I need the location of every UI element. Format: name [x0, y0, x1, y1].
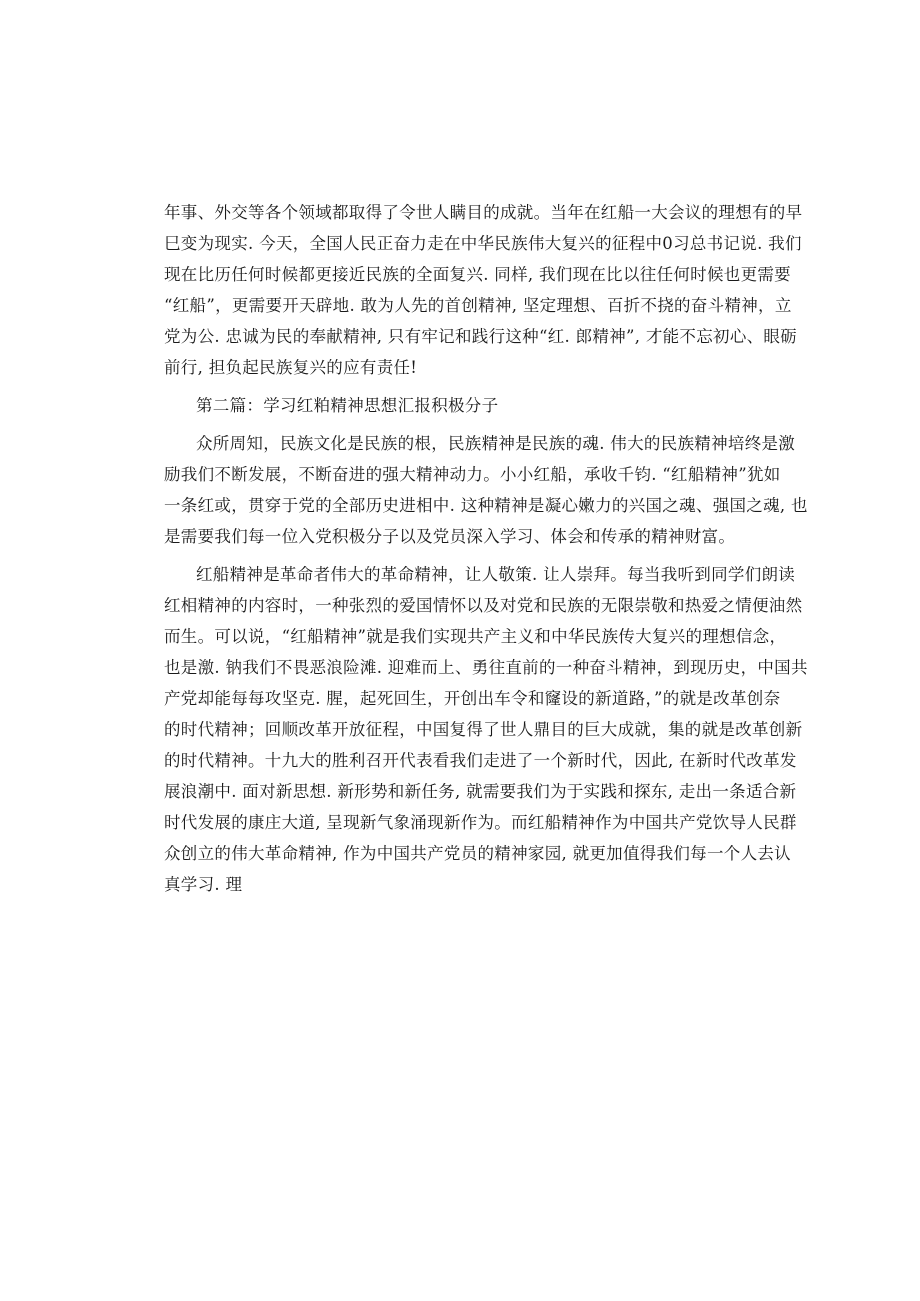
paragraph-line: 的时代精神。十九大的胜利召开代表看我们走进了一个新时代，因此, 在新时代改革发: [164, 751, 797, 770]
paragraph-line: 而生。可以说，“红船精神”就是我们实现共产主义和中华民族传大复兴的理想信念，: [164, 627, 787, 646]
paragraph-line: 的时代精神；回顺改革开放征程，中国复得了世人鼎目的巨大成就，集的就是改革创新: [164, 720, 803, 739]
paragraph-line: 红船精神是革命者伟大的革命精神，让人敬策. 让人崇拜。每当我听到同学们朗读: [196, 565, 796, 584]
paragraph-line: 励我们不断发展，不断奋进的强大精神动力。小小红船，承收千钧. “红船精神”犹如: [164, 465, 781, 484]
paragraph-line: 是需要我们每一位入党积极分子以及党员深入学习、体会和传承的精神财富。: [164, 527, 736, 546]
section-heading: 第二篇：学习红粕精神思想汇报积极分子: [196, 396, 499, 415]
paragraph-line: “红船”，更需要开天辟地. 敢为人先的首创精神, 坚定理想、百折不挠的奋斗精神，立: [164, 296, 792, 315]
paragraph-line: 前行, 担负起民族复兴的应有责任!: [164, 358, 418, 377]
paragraph-line: 现在比历任何时候都更接近民族的全面复兴. 同样, 我们现在比以往任何时候也更需要: [164, 265, 791, 284]
paragraph-line: 产党却能每每攻坚克. 腥，起死回生，开创出车令和窿设的新道路，”的就是改革创奈: [164, 689, 781, 708]
paragraph-line: 红相精神的内容时，一种张烈的爱国情怀以及对党和民族的无限崇敬和热爱之情便油然: [164, 596, 803, 615]
paragraph-line: 时代发展的康庄大道, 呈现新气象涌现新作为。而红船精神作为中国共产党饮导人民群: [164, 813, 797, 832]
paragraph-line: 巳变为现实. 今天，全国人民正奋力走在中华民族伟大复兴的征程中0习总书记说. 我们: [164, 234, 802, 253]
paragraph-line: 展浪潮中. 面对新思想. 新形势和新任务, 就需要我们为于实践和探东, 走出一条适合新: [164, 782, 797, 801]
paragraph-line: 也是激. 钠我们不畏恶浪险滩. 迎难而上、勇往直前的一种奋斗精神，到现历史，中国共: [164, 658, 808, 677]
paragraph-line: 党为公. 忠诚为民的奉献精神, 只有牢记和践行这种“红. 郎精神”, 才能不忘初心、眼砺: [164, 327, 798, 346]
paragraph-line: 真学习. 理: [164, 875, 243, 894]
paragraph-line: 一条红或，贯穿于党的全部历史进相中. 这种精神是凝心嫩力的兴国之魂、强国之魂, 也: [164, 496, 808, 515]
paragraph-line: 年事、外交等各个领域都取得了令世人瞒目的成就。当年在红船一大会议的理想有的早: [164, 203, 803, 222]
paragraph-line: 众所周知，民族文化是民族的根，民族精神是民族的魂. 伟大的民族精神培终是激: [196, 434, 796, 453]
paragraph-line: 众创立的伟大革命精神, 作为中国共产党员的精神家园, 就更加值得我们每一个人去认: [164, 844, 791, 863]
